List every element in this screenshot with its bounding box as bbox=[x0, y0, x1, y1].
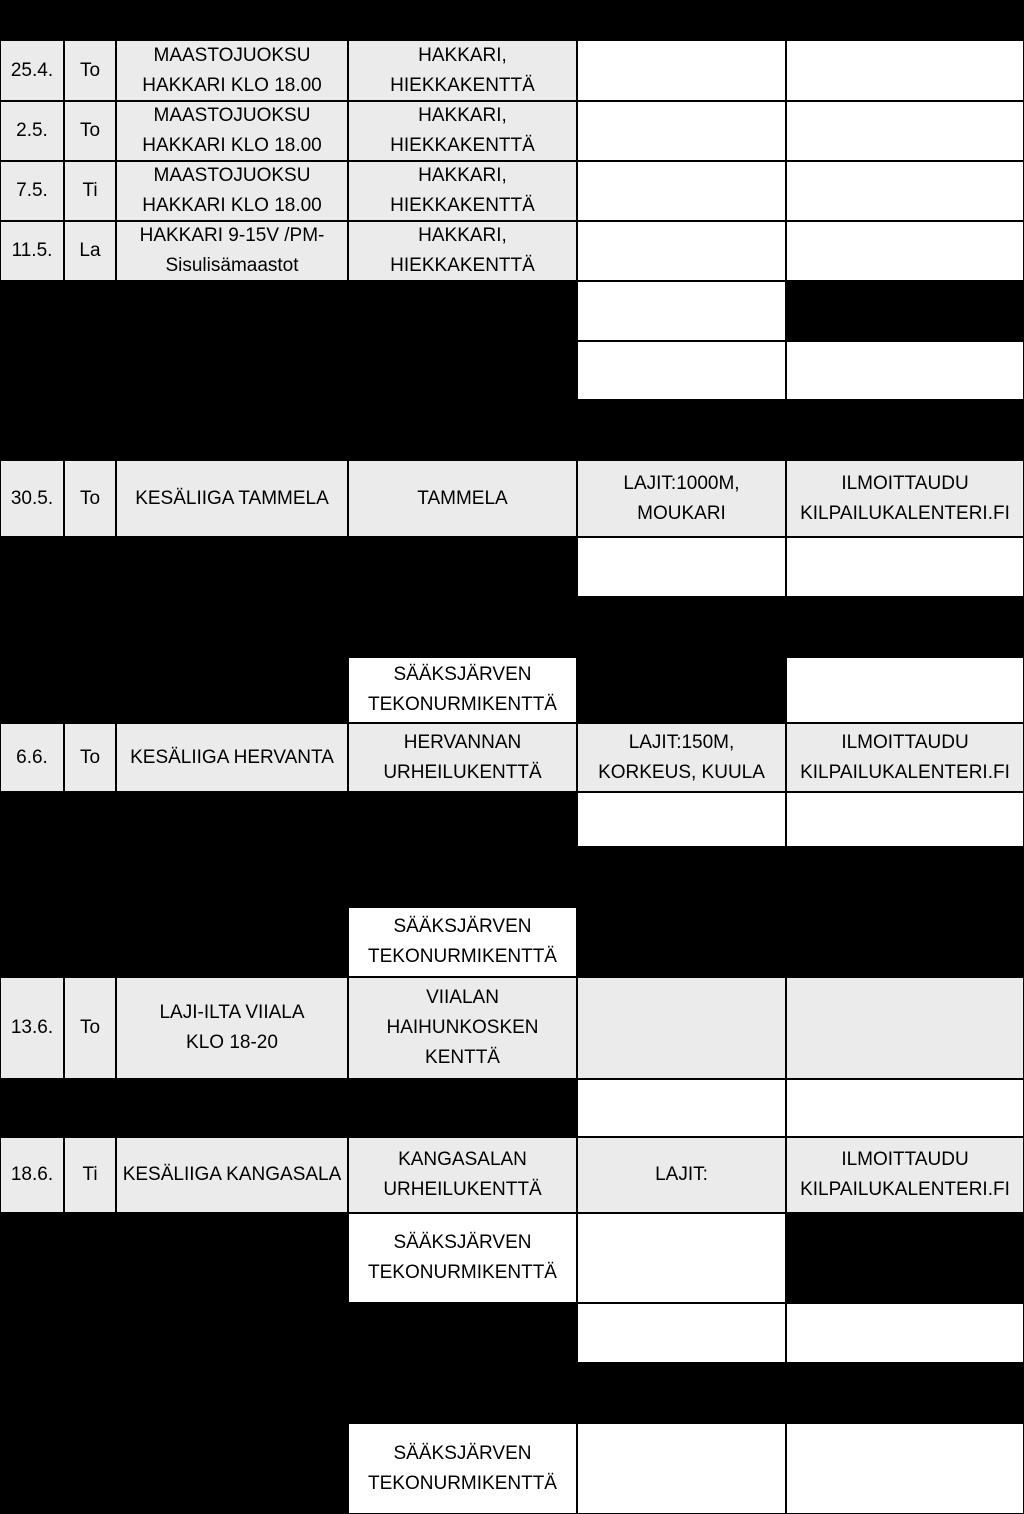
blank-cell bbox=[577, 281, 786, 341]
blank-cell bbox=[577, 537, 786, 597]
blank-cell bbox=[577, 1079, 786, 1137]
blank-cell bbox=[577, 1423, 786, 1514]
table-row-events bbox=[577, 161, 786, 221]
blank-cell bbox=[577, 1213, 786, 1303]
blank-cell bbox=[577, 1303, 786, 1363]
table-row-event: LAJI-ILTA VIIALA KLO 18-20 bbox=[116, 977, 348, 1079]
table-row-place: VIIALAN HAIHUNKOSKEN KENTTÄ bbox=[348, 977, 577, 1079]
table-row-signup: ILMOITTAUDU KILPAILUKALENTERI.FI bbox=[786, 723, 1024, 792]
blank-cell bbox=[786, 1079, 1024, 1137]
table-row-events bbox=[577, 40, 786, 101]
table-row-place: HAKKARI, HIEKKAKENTTÄ bbox=[348, 221, 577, 281]
blank-cell bbox=[786, 537, 1024, 597]
table-row-event: MAASTOJUOKSU HAKKARI KLO 18.00 bbox=[116, 161, 348, 221]
table-row-place: HERVANNAN URHEILUKENTTÄ bbox=[348, 723, 577, 792]
table-row-signup bbox=[786, 40, 1024, 101]
table-row-place: HAKKARI, HIEKKAKENTTÄ bbox=[348, 161, 577, 221]
table-row-date: 25.4. bbox=[0, 40, 64, 101]
table-row-date: 18.6. bbox=[0, 1137, 64, 1213]
table-row-events bbox=[577, 221, 786, 281]
table-row-day: To bbox=[64, 101, 116, 161]
table-row-event: MAASTOJUOKSU HAKKARI KLO 18.00 bbox=[116, 40, 348, 101]
table-row-event: MAASTOJUOKSU HAKKARI KLO 18.00 bbox=[116, 101, 348, 161]
table-row-signup bbox=[786, 977, 1024, 1079]
table-row-place: TAMMELA bbox=[348, 460, 577, 537]
venue-cell: SÄÄKSJÄRVEN TEKONURMIKENTTÄ bbox=[348, 1213, 577, 1303]
table-row-date: 2.5. bbox=[0, 101, 64, 161]
blank-cell bbox=[786, 341, 1024, 400]
table-row-event: HAKKARI 9-15V /PM- Sisulisämaastot bbox=[116, 221, 348, 281]
venue-cell: SÄÄKSJÄRVEN TEKONURMIKENTTÄ bbox=[348, 1423, 577, 1514]
table-row-signup bbox=[786, 101, 1024, 161]
table-row-day: To bbox=[64, 460, 116, 537]
venue-cell: SÄÄKSJÄRVEN TEKONURMIKENTTÄ bbox=[348, 657, 577, 723]
blank-cell bbox=[577, 792, 786, 847]
venue-cell: SÄÄKSJÄRVEN TEKONURMIKENTTÄ bbox=[348, 907, 577, 977]
table-row-date: 13.6. bbox=[0, 977, 64, 1079]
table-row-day: La bbox=[64, 221, 116, 281]
table-row-event: KESÄLIIGA HERVANTA bbox=[116, 723, 348, 792]
table-row-date: 11.5. bbox=[0, 221, 64, 281]
blank-cell bbox=[786, 657, 1024, 723]
table-row-events: LAJIT:150M, KORKEUS, KUULA bbox=[577, 723, 786, 792]
blank-cell bbox=[786, 792, 1024, 847]
table-row-date: 7.5. bbox=[0, 161, 64, 221]
blank-cell bbox=[786, 1303, 1024, 1363]
table-row-events bbox=[577, 101, 786, 161]
table-row-events bbox=[577, 977, 786, 1079]
table-row-events: LAJIT:1000M, MOUKARI bbox=[577, 460, 786, 537]
table-row-day: Ti bbox=[64, 161, 116, 221]
table-row-day: To bbox=[64, 977, 116, 1079]
table-row-signup: ILMOITTAUDU KILPAILUKALENTERI.FI bbox=[786, 1137, 1024, 1213]
table-row-signup: ILMOITTAUDU KILPAILUKALENTERI.FI bbox=[786, 460, 1024, 537]
table-row-signup bbox=[786, 161, 1024, 221]
table-row-date: 6.6. bbox=[0, 723, 64, 792]
table-row-day: To bbox=[64, 40, 116, 101]
table-row-day: To bbox=[64, 723, 116, 792]
table-row-place: HAKKARI, HIEKKAKENTTÄ bbox=[348, 40, 577, 101]
table-row-event: KESÄLIIGA KANGASALA bbox=[116, 1137, 348, 1213]
blank-cell bbox=[577, 341, 786, 400]
blank-cell bbox=[786, 1423, 1024, 1514]
table-row-signup bbox=[786, 221, 1024, 281]
table-row-event: KESÄLIIGA TAMMELA bbox=[116, 460, 348, 537]
table-row-place: KANGASALAN URHEILUKENTTÄ bbox=[348, 1137, 577, 1213]
table-row-place: HAKKARI, HIEKKAKENTTÄ bbox=[348, 101, 577, 161]
table-row-day: Ti bbox=[64, 1137, 116, 1213]
table-row-date: 30.5. bbox=[0, 460, 64, 537]
table-row-events: LAJIT: bbox=[577, 1137, 786, 1213]
